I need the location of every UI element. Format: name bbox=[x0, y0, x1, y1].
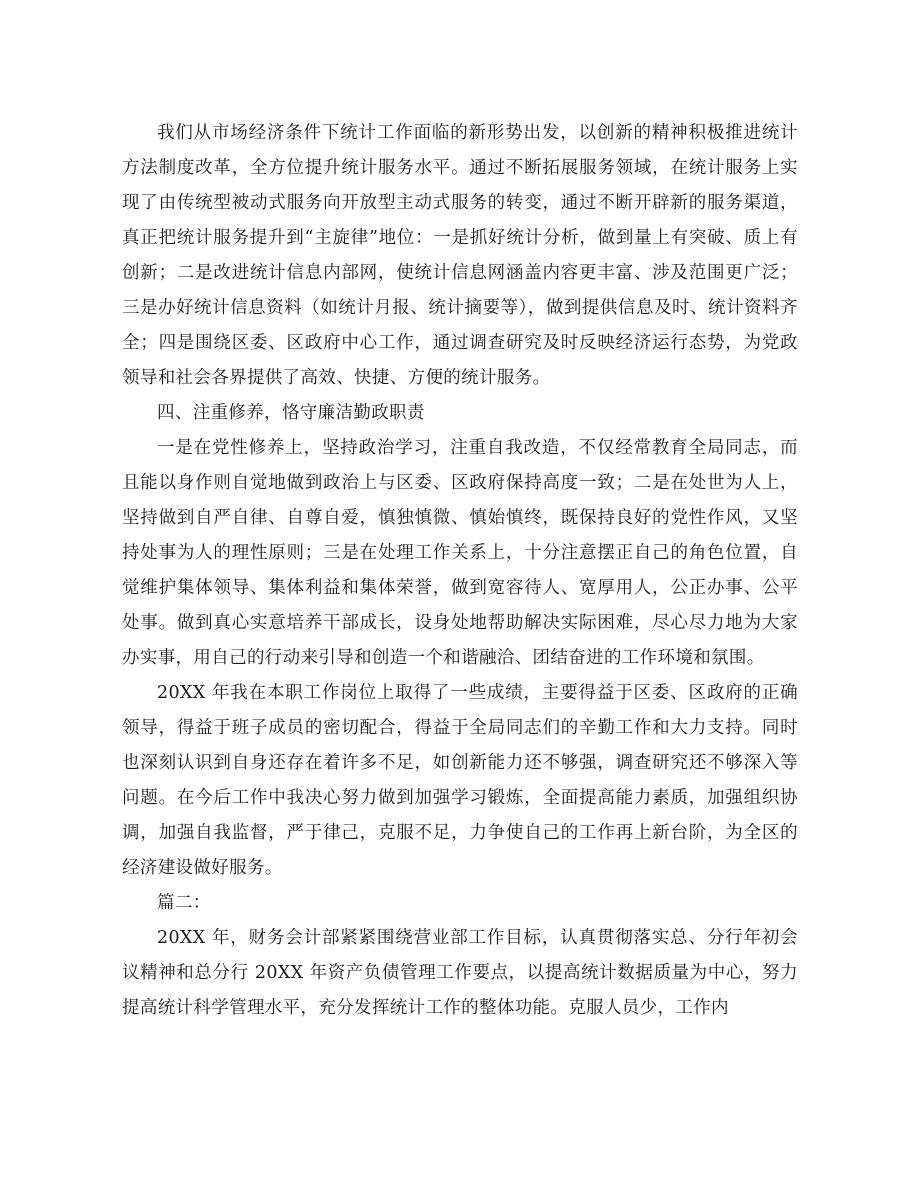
paragraph-year-summary: 20XX 年我在本职工作岗位上取得了一些成绩，主要得益于区委、区政府的正确领导，得益于班子成员的密切配合，得益于全局同志们的辛勤工作和大力支持。同时也深刻认识到自身还存在着许多不足，如创新能力还不够强，调查研究还不够深入等问题。在今后工作中我决心努力做到加强学习锻炼，全面提高能力素质，加强组织协调，加强自我监督，严于律己，克服不足，力争使自己的工作再上新台阶，为全区的经济建设做好服务。 bbox=[122, 683, 798, 878]
paragraph-finance-department: 20XX 年，财务会计部紧紧围绕营业部工作目标，认真贯彻落实总、分行年初会议精神和总分行 20XX 年资产负债管理工作要点，以提高统计数据质量为中心，努力提高统计科学管理水平，充分发挥统计工作的整体功能。克服人员少，工作内 bbox=[122, 928, 798, 1018]
section-heading-part-two: 篇二： bbox=[157, 893, 211, 913]
paragraph-statistics-services: 我们从市场经济条件下统计工作面临的新形势出发，以创新的精神积极推进统计方法制度改革，全方位提升统计服务水平。通过不断拓展服务领域，在统计服务上实现了由传统型被动式服务向开放型主动式服务的转变，通过不断开辟新的服务渠道，真正把统计服务提升到“主旋律”地位：一是抓好统计分析，做到量上有突破、质上有创新；二是改进统计信息内部网，使统计信息网涵盖内容更丰富、涉及范围更广泛；三是办好统计信息资料（如统计月报、统计摘要等），做到提供信息及时、统计资料齐全；四是围绕区委、区政府中心工作，通过调查研究及时反映经济运行态势，为党政领导和社会各界提供了高效、快捷、方便的统计服务。 bbox=[122, 123, 798, 388]
paragraph-self-cultivation: 一是在党性修养上，坚持政治学习，注重自我改造，不仅经常教育全局同志，而且能以身作则自觉地做到政治上与区委、区政府保持高度一致；二是在处世为人上，坚持做到自严自律、自尊自爱，慎独慎微、慎始慎终，既保持良好的党性作风，又坚持处事为人的理性原则；三是在处理工作关系上，十分注意摆正自己的角色位置，自觉维护集体领导、集体利益和集体荣誉，做到宽容待人、宽厚用人，公正办事、公平处事。做到真心实意培养干部成长，设身处地帮助解决实际困难，尽心尽力地为大家办实事，用自己的行动来引导和创造一个和谐融洽、团结奋进的工作环境和氛围。 bbox=[122, 438, 798, 668]
section-heading-integrity: 四、注重修养，恪守廉洁勤政职责 bbox=[157, 403, 425, 423]
document-body bbox=[122, 116, 798, 1026]
